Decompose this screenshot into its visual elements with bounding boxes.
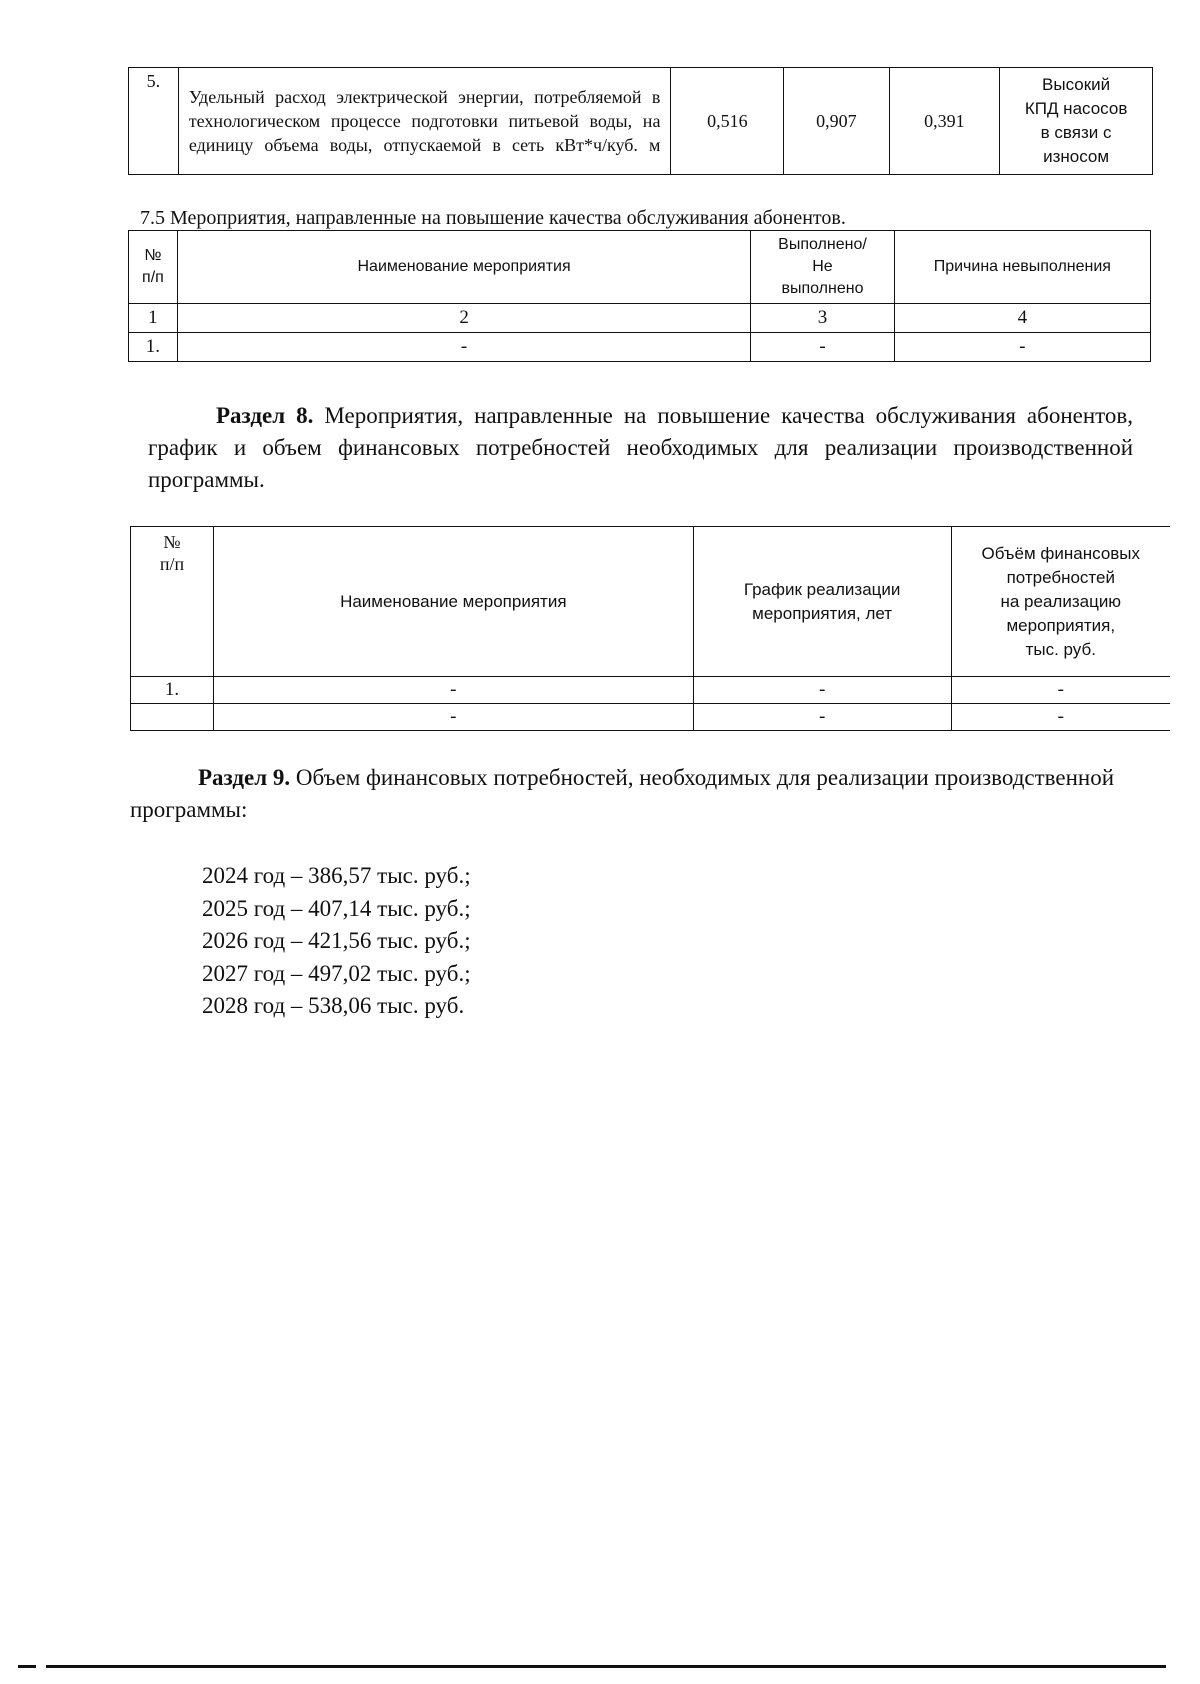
measure-reason: - (894, 333, 1150, 362)
financing-by-year-list (202, 860, 471, 1023)
row-number: 5. (129, 68, 179, 175)
header-num-line: п/п (142, 269, 164, 286)
indicator-value-3: 0,391 (889, 68, 1000, 175)
header-volume (951, 527, 1170, 677)
list-item: 2025 год – 407,14 тыс. руб.; (202, 895, 471, 921)
list-item: 2027 год – 497,02 тыс. руб.; (202, 960, 471, 986)
header-schedule-line: мероприятия, лет (752, 603, 893, 623)
column-number: 2 (177, 304, 750, 333)
table-row (131, 704, 1171, 731)
indicator-value-1: 0,516 (671, 68, 784, 175)
header-status-line: Не (812, 258, 833, 275)
header-volume-line: мероприятия, (1006, 615, 1116, 635)
header-name: Наименование мероприятия (177, 231, 750, 304)
list-item: 2028 год – 538,06 тыс. руб. (202, 993, 465, 1018)
header-status-line: выполнено (781, 280, 864, 297)
header-num (131, 527, 214, 677)
row-number: 1. (131, 677, 214, 704)
table-row (131, 677, 1171, 704)
header-num (129, 231, 178, 304)
section-9-label: Раздел 9. (198, 765, 291, 790)
list-item: 2024 год – 386,57 тыс. руб.; (202, 863, 471, 888)
table-row (129, 68, 1153, 175)
header-volume-line: на реализацию (1000, 591, 1122, 611)
section-8-label: Раздел 8. (216, 403, 314, 428)
table-header-row (131, 527, 1171, 677)
column-number: 1 (129, 304, 178, 333)
header-status (751, 231, 894, 304)
measure-name: - (213, 677, 693, 704)
section-9-text: Объем финансовых потребностей, необходимых для реализации производственной программы: (130, 765, 1115, 822)
indicators-table (128, 67, 1153, 175)
page-footer-dash (18, 1665, 36, 1668)
indicator-description: Удельный расход электрической энергии, потребляемой в технологическом процессе подготовки питьевой воды, на единицу объема воды, отпускаемой в сеть кВт*ч/куб. м (178, 68, 671, 175)
page-footer-rule (46, 1665, 1166, 1668)
section-9-heading (130, 762, 1130, 826)
header-num-line: п/п (159, 554, 185, 574)
list-item: 2026 год – 421,56 тыс. руб.; (202, 928, 471, 953)
header-schedule-line: График реализации (743, 579, 901, 599)
header-num-line: № (144, 247, 162, 264)
indicator-reason (1000, 68, 1153, 175)
table-row (129, 333, 1151, 362)
header-status-line: Выполнено/ (778, 236, 867, 253)
measure-schedule: - (693, 677, 951, 704)
section-8-text: Мероприятия, направленные на повышение качества обслуживания абонентов, график и объем финансовых потребностей необходимых для реализации производственной программы. (148, 403, 1133, 492)
measures-status-table (128, 230, 1151, 362)
indicator-value-2: 0,907 (784, 68, 889, 175)
reason-line: КПД насосов (1024, 99, 1128, 118)
column-numbers-row (129, 304, 1151, 333)
header-schedule (693, 527, 951, 677)
reason-line: износом (1043, 147, 1110, 166)
section-8-heading (148, 400, 1133, 496)
section-7-5-caption: 7.5 Мероприятия, направленные на повышение качества обслуживания абонентов. (140, 207, 846, 229)
row-number (131, 704, 214, 731)
measure-name: - (213, 704, 693, 731)
header-num-line: № (163, 532, 181, 552)
measure-schedule: - (693, 704, 951, 731)
measure-volume: - (951, 704, 1170, 731)
row-number: 1. (129, 333, 178, 362)
measure-volume: - (951, 677, 1170, 704)
measure-status: - (751, 333, 894, 362)
header-volume-line: тыс. руб. (1025, 639, 1096, 659)
table-header-row (129, 231, 1151, 304)
reason-line: в связи с (1040, 123, 1112, 142)
header-reason: Причина невыполнения (894, 231, 1150, 304)
column-number: 4 (894, 304, 1150, 333)
column-number: 3 (751, 304, 894, 333)
measures-financing-table (130, 526, 1170, 731)
header-volume-line: Объём финансовых (981, 543, 1141, 563)
header-name: Наименование мероприятия (213, 527, 693, 677)
reason-line: Высокий (1042, 75, 1111, 94)
header-volume-line: потребностей (1006, 567, 1115, 587)
measure-name: - (177, 333, 750, 362)
